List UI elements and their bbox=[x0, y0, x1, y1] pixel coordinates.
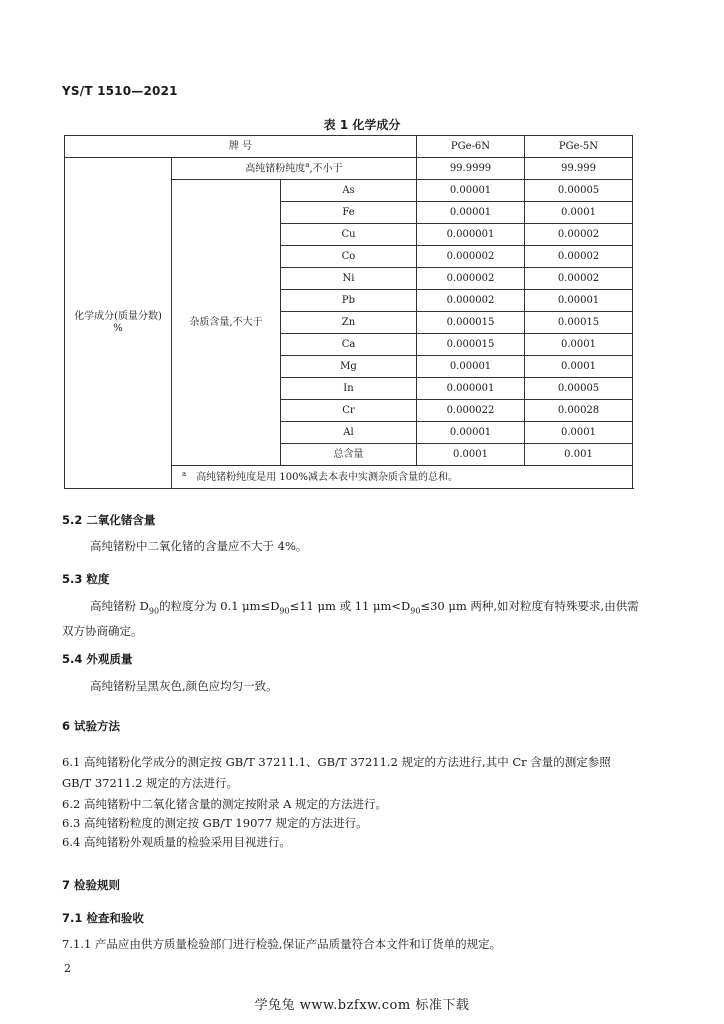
d90-sub-1: 90 bbox=[148, 606, 160, 616]
chemical-composition-table bbox=[64, 135, 633, 489]
element-cell: Mg bbox=[281, 356, 417, 378]
section-5-4-body: 高纯锗粉呈黑灰色,颜色应均匀一致。 bbox=[90, 679, 278, 693]
element-cell: As bbox=[281, 180, 417, 202]
element-cell: Zn bbox=[281, 312, 417, 334]
d90-sub-2: 90 bbox=[279, 606, 290, 616]
value-6n: 0.00001 bbox=[417, 180, 525, 202]
s53-part-c: ≤11 μm 或 11 μm<D bbox=[289, 599, 411, 613]
value-6n: 0.00001 bbox=[417, 422, 525, 444]
page-number: 2 bbox=[64, 962, 71, 975]
value-6n: 0.000002 bbox=[417, 290, 525, 312]
element-cell: Cr bbox=[281, 400, 417, 422]
element-cell: Al bbox=[281, 422, 417, 444]
row-group-label-line2: % bbox=[113, 323, 123, 334]
value-5n: 0.0001 bbox=[525, 356, 633, 378]
section-7-heading: 7 检验规则 bbox=[62, 878, 121, 892]
d90-sub-3: 90 bbox=[410, 606, 421, 616]
purity-label-suffix: ,不小于 bbox=[309, 163, 343, 175]
value-5n: 0.00002 bbox=[525, 224, 633, 246]
grade-6n: PGe-6N bbox=[417, 136, 525, 158]
row-group-label-line1: 化学成分(质量分数) bbox=[74, 311, 162, 322]
element-cell: Cu bbox=[281, 224, 417, 246]
section-6-heading: 6 试验方法 bbox=[62, 719, 121, 733]
section-7-1-1: 7.1.1 产品应由供方质量检验部门进行检验,保证产品质量符合本文件和订货单的规定。 bbox=[62, 937, 502, 951]
value-6n: 0.00001 bbox=[417, 202, 525, 224]
section-5-3-body bbox=[62, 596, 642, 642]
element-cell: In bbox=[281, 378, 417, 400]
row-group-label bbox=[65, 158, 172, 489]
footnote-text: 高纯锗粉纯度是用 100%减去本表中实测杂质含量的总和。 bbox=[196, 472, 458, 484]
value-6n: 0.000015 bbox=[417, 334, 525, 356]
s53-part-d: ≤30 μm 两种,如对粒度有特殊要求,由供需双方协商确定。 bbox=[62, 599, 639, 639]
value-6n: 0.000002 bbox=[417, 268, 525, 290]
section-5-2-heading: 5.2 二氧化锗含量 bbox=[62, 513, 156, 527]
standard-number: YS/T 1510—2021 bbox=[62, 84, 178, 98]
section-5-4-heading: 5.4 外观质量 bbox=[62, 652, 133, 666]
value-6n: 0.0001 bbox=[417, 444, 525, 466]
value-5n: 0.0001 bbox=[525, 202, 633, 224]
section-7-1-heading: 7.1 检查和验收 bbox=[62, 911, 144, 925]
value-5n: 0.00005 bbox=[525, 378, 633, 400]
element-cell: Ca bbox=[281, 334, 417, 356]
section-5-2-body: 高纯锗粉中二氧化锗的含量应不大于 4%。 bbox=[90, 539, 308, 553]
purity-label bbox=[172, 158, 417, 180]
section-6-1: 6.1 高纯锗粉化学成分的测定按 GB/T 37211.1、GB/T 37211.2 规定的方法进行,其中 Cr 含量的测定参照 GB/T 37211.2 规定的方法进行。 bbox=[62, 755, 611, 790]
value-6n: 0.000001 bbox=[417, 224, 525, 246]
section-6-3: 6.3 高纯锗粉粒度的测定按 GB/T 19077 规定的方法进行。 bbox=[62, 816, 368, 830]
s53-part-a: 高纯锗粉 D bbox=[90, 599, 149, 613]
grade-5n: PGe-5N bbox=[525, 136, 633, 158]
purity-row bbox=[65, 158, 633, 180]
element-cell: Pb bbox=[281, 290, 417, 312]
element-cell: 总含量 bbox=[281, 444, 417, 466]
value-6n: 0.000001 bbox=[417, 378, 525, 400]
value-6n: 0.000015 bbox=[417, 312, 525, 334]
value-5n: 0.00002 bbox=[525, 268, 633, 290]
table-header-row bbox=[65, 136, 633, 158]
value-5n: 0.001 bbox=[525, 444, 633, 466]
section-6-2: 6.2 高纯锗粉中二氧化锗含量的测定按附录 A 规定的方法进行。 bbox=[62, 797, 388, 811]
value-6n: 0.000002 bbox=[417, 246, 525, 268]
table-footnote bbox=[172, 466, 633, 489]
value-5n: 0.00028 bbox=[525, 400, 633, 422]
value-5n: 0.0001 bbox=[525, 422, 633, 444]
value-5n: 0.00015 bbox=[525, 312, 633, 334]
grade-header: 牌 号 bbox=[65, 136, 417, 158]
purity-6n: 99.9999 bbox=[417, 158, 525, 180]
purity-footnote-ref: a bbox=[305, 161, 310, 170]
footer-watermark: 学兔兔 www.bzfxw.com 标准下载 bbox=[254, 998, 470, 1013]
value-5n: 0.0001 bbox=[525, 334, 633, 356]
table-caption: 表 1 化学成分 bbox=[323, 118, 401, 132]
value-5n: 0.00001 bbox=[525, 290, 633, 312]
element-cell: Co bbox=[281, 246, 417, 268]
value-6n: 0.000022 bbox=[417, 400, 525, 422]
value-6n: 0.00001 bbox=[417, 356, 525, 378]
purity-label-text: 高纯锗粉纯度 bbox=[245, 163, 306, 175]
s53-part-b: 的粒度分为 0.1 μm≤D bbox=[159, 599, 280, 613]
impurity-label: 杂质含量,不大于 bbox=[172, 180, 281, 466]
section-6-4: 6.4 高纯锗粉外观质量的检验采用目视进行。 bbox=[62, 835, 291, 849]
value-5n: 0.00002 bbox=[525, 246, 633, 268]
element-cell: Ni bbox=[281, 268, 417, 290]
footnote-mark: a bbox=[182, 469, 187, 478]
purity-5n: 99.999 bbox=[525, 158, 633, 180]
element-cell: Fe bbox=[281, 202, 417, 224]
section-5-3-heading: 5.3 粒度 bbox=[62, 572, 110, 586]
value-5n: 0.00005 bbox=[525, 180, 633, 202]
